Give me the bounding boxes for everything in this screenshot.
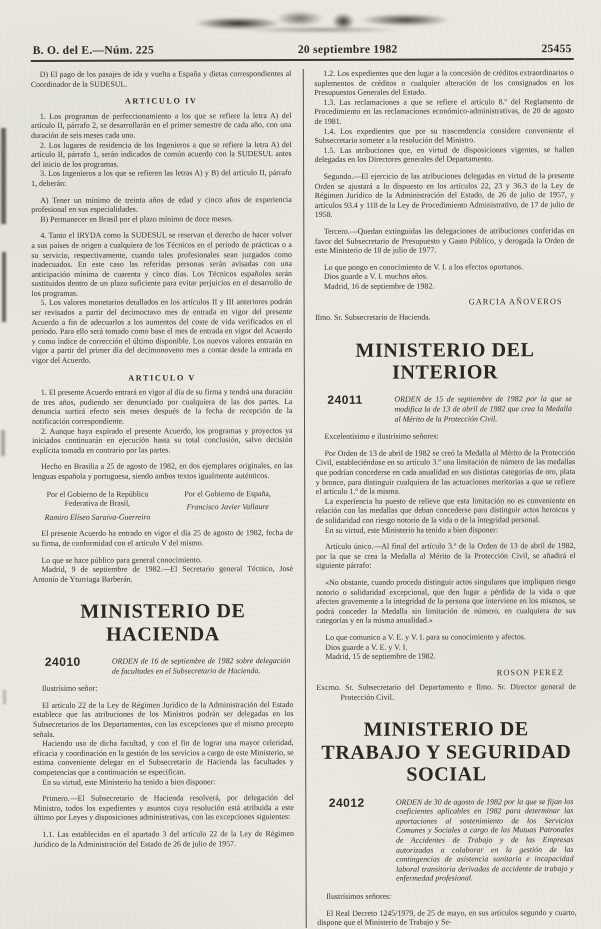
left-column xyxy=(31,69,305,929)
paragraph: El artículo 22 de la Ley de Régimen Jurídico de la Administración del Estado establece que las atribuciones de los Ministros podrán ser delegadas en los Subsecretarios de los Departamentos, con las excepciones que el mismo precepto señala. xyxy=(32,699,294,739)
paragraph: B) Permanecer en Brasil por el plazo mínimo de doce meses. xyxy=(40,213,233,224)
entry-number: 24010 xyxy=(44,654,81,669)
paragraph: 1.1. Las establecidas en el apartado 3 del artículo 22 de la Ley de Régimen Jurídico de la Administración del Estado de 26 de julio de 1957. xyxy=(33,829,294,849)
signature-name: GARCIA AÑOVEROS xyxy=(468,297,563,307)
ministry-heading: MINISTERIO DE HACIENDA xyxy=(80,600,246,646)
page-number: 25455 xyxy=(541,43,572,56)
article-heading: ARTICULO V xyxy=(128,372,196,383)
gazette-entry xyxy=(33,656,294,676)
gazette-entry xyxy=(315,394,575,424)
paragraph: Dios guarde a V. I. muchos años. xyxy=(323,271,428,282)
signature-caption: Por el Gobierno de la República Federativa de Brasil, xyxy=(46,489,149,508)
paragraph: Artículo único.—Al final del artículo 3.º de la Orden de 13 de abril de 1982, por la que se crea la Medalla al Mérito de la Protección Civil, se añadirá el siguiente párrafo: xyxy=(315,541,576,571)
signature-block xyxy=(32,489,162,522)
paragraph: Haciendo uso de dicha facultad, y con el fin de lograr una mayor celeridad, eficacia y coordinación en la gestión de los servicios a cargo de este Ministerio, se estima conveniente delegar en el Subsecretario de Hacienda las facultades y competencias que a continuación se especifican. xyxy=(33,738,294,777)
paragraph: Lo que se hace público para general conocimiento. xyxy=(41,554,202,565)
addressee-line: Excmo. Sr. Subsecretario del Departamento e Ilmo. Sr. Director general de Protección Civil. xyxy=(316,682,576,702)
paragraph: D) El pago de los pasajes de ida y vuelta a España y dietas correspondientes al Coordinador de la SUDESUL. xyxy=(30,69,292,89)
paragraph: Ilustrísimos señores: xyxy=(326,891,392,901)
paragraph: En su virtud, este Ministerio ha tenido a bien disponer: xyxy=(42,776,216,787)
signature-name: ROSON PEREZ xyxy=(496,667,564,678)
gazette-entry xyxy=(317,797,577,884)
paragraph: Hecho en Brasilia a 25 de agosto de 1982, en dos ejemplares originales, en las lenguas española y portuguesa, siendo ambos textos igualmente auténticos. xyxy=(32,461,293,481)
paragraph: Lo que pongo en conocimiento de V. I. a los efectos oportunos. xyxy=(323,261,524,272)
paragraph: 5. Los valores monetarios detallados en los artículos II y III anteriores podrán ser revisados a partir del decimoctavo mes de entrada en vigor del presente Acuerdo a fin de adecuarlos a los aumentos del coste de vida verificados en el período. Para ello será tomado como base el mes de entrada en vigor del Acuerdo y como índice de corrección el último disponible. Los nuevos valores entrarán en vigor a partir del primer día del decimonoveno mes a contar desde la entrada en vigor del Acuerdo. xyxy=(31,297,293,365)
paragraph: Madrid, 16 de septiembre de 1982. xyxy=(324,281,435,291)
paragraph: 2. Los lugares de residencia de los Ingenieros a que se refiere la letra A) del artículo II, párrafo 1, serán indicados de común acuerdo con la SUDESUL antes del inicio de los programas. xyxy=(31,139,292,169)
entry-number: 24012 xyxy=(328,795,365,810)
paragraph: A) Tener un mínimo de treinta años de edad y cinco años de experiencia profesional en sus especialidades. xyxy=(31,194,292,215)
text-columns xyxy=(31,68,577,929)
paragraph: 4. Tanto el IRYDA como la SUDESUL se reservan el derecho de hacer volver a sus países de origen a cualquiera de los Técnicos en el período de prácticas o a su servicio, respectivamente, cuando tales profesionales sean juzgados como inadecuados. En este caso las referidas personas serán avisadas con una anticipación mínima de cuarenta y cinco días. Los Técnicos españoles serán sustituidos dentro de un plazo suficiente para evitar perjuicios en el desarrollo de los programas. xyxy=(31,230,293,298)
paragraph: Segundo.—El ejercicio de las atribuciones delegadas en virtud de la presente Orden se ajustará a lo dispuesto en los artículos 22, 23 y 36.3 de la Ley de Régimen Jurídico de la Administración del Estado, de 26 de julio de 1957, y artículos 93.4 y 118 de la Ley de Procedimiento Administrativo, de 17 de julio de 1958. xyxy=(314,170,575,220)
gazette-date: 20 septiembre 1982 xyxy=(297,43,398,57)
right-column xyxy=(302,68,576,928)
paragraph: Ilustrísimo señor: xyxy=(41,683,98,694)
paragraph: Dios guarde a V. E. y V. I. xyxy=(325,642,408,652)
paragraph: Madrid, 15 de septiembre de 1982. xyxy=(325,651,436,662)
signature-block xyxy=(162,489,292,522)
paragraph: 1.5. Las atribuciones que, en virtud de disposiciones vigentes, se hallen delegadas en los Directores generales del Departamento. xyxy=(314,144,575,165)
signature-caption: Por el Gobierno de España, xyxy=(184,488,271,498)
paragraph: Tercero.—Quedan extinguidas las delegaciones de atribuciones conferidas en favor del Subsecretario de Presupuesto y Gasto Público, y derogada la Orden de este Ministerio de 18 de julio de 1977. xyxy=(314,225,575,256)
paragraph: Lo que comunico a V. E. y V. I. para su conocimiento y afectos. xyxy=(325,632,526,642)
signatory-name: Francisco Javier Vallaure xyxy=(186,502,269,512)
paragraph: 1. El presente Acuerdo entrará en vigor al día de su firma y tendrá una duración de tres años, pudiendo ser denunciado por cualquiera de las dos partes. La denuncia surtirá efecto seis meses después de la fecha de recepción de la notificación correspondiente. xyxy=(31,387,293,426)
paragraph: Excelentísimo e ilustrísimo señores: xyxy=(324,431,439,442)
paragraph: 1. Los programas de perfeccionamiento a los que se refiere la letra A) del artículo II, párrafo 2, se desarrollarán en el primer semestre de cada año, con una duración de seis meses cada uno. xyxy=(30,110,292,140)
paragraph: El Real Decreto 1245/1979, de 25 de mayo, en sus artículos segundo y cuarto, dispone que el Ministerio de Trabajo y Se- xyxy=(317,907,577,928)
paragraph: Por Orden de 13 de abril de 1982 se creó la Medalla al Mérito de la Protección Civil, estableciéndose en su artículo 3.º una limitación de número de las medallas que podrían concederse en cada anualidad en sus distintas categorías de oro, plata y bronce, para distinguir cualquiera de las actuaciones meritorias a que se refiere el artículo 1.º de la misma. xyxy=(315,447,576,497)
entry-summary: ORDEN de 15 de septiembre de 1982 por la que se modifica la de 13 de abril de 1982 que crea la Medalla al Mérito de la Protección Civil. xyxy=(394,394,572,424)
addressee-line: Ilmo. Sr. Subsecretario de Hacienda. xyxy=(315,312,431,323)
paragraph: 3. Los Ingenieros a los que se refieren las letras A) y B) del artículo II, párrafo 1, deberán: xyxy=(31,168,292,188)
paragraph: 1.2. Los expedientes que den lugar a la concesión de créditos extraordinarios o suplementos de créditos o cualquier alteración de los consignados en los Presupuestos Generales del Estado. xyxy=(314,68,574,98)
ministry-heading: MINISTERIO DEL INTERIOR xyxy=(355,338,535,384)
paragraph: 1.4. Los expedientes que por su trascendencia considere conveniente el Subsecretario someter a la resolución del Ministro. xyxy=(314,125,574,146)
masthead xyxy=(31,43,574,57)
article-heading: ARTICULO IV xyxy=(124,96,198,106)
entry-summary: ORDEN de 16 de septiembre de 1982 sobre delegación de facultades en el Subsecretario de Hacienda. xyxy=(111,656,291,676)
paragraph: «No obstante, cuando proceda distinguir actos singulares que impliquen riesgo notorio o solidaridad excepcional, que den lugar a pérdida de la vida o que afecten gravemente a la integridad de la persona que interviene en los mismos, se podrá conceder la Medalla sin limitación de número, en cualquiera de sus categorías y en la misma anualidad.» xyxy=(316,576,576,626)
ministry-heading: MINISTERIO DE TRABAJO Y SEGURIDAD SOCIAL xyxy=(321,718,572,786)
entry-summary: ORDEN de 30 de agosto de 1982 por la que se fijan los coeficientes aplicables en 1982 para determinar las aportaciones al sostenimiento de los Servicios Comunes y Sociales a cargo de las Mutuas Patronales de Accidentes de Trabajo y de las Empresas autorizadas a colaborar en la gestión de las contingencias de asistencia sanitaria e incapacidad laboral transitoria derivadas de accidente de trabajo y enfermedad profesional. xyxy=(395,796,574,884)
paragraph: Primero.—El Subsecretario de Hacienda resolverá, por delegación del Ministro, todos los expedientes y asuntos cuya resolución está atribuida a este último por Leyes y disposiciones administrativas, con las excepciones siguientes: xyxy=(33,793,294,823)
paragraph: 1.3. Las reclamaciones a que se refiere el artículo 8.º del Reglamento de Procedimiento en las reclamaciones económico-administrativas, de 20 de agosto de 1981. xyxy=(314,96,574,126)
paragraph: El presente Acuerdo ha entrado en vigor el día 25 de agosto de 1982, fecha de su firma, de conformidad con el artículo V del mismo. xyxy=(32,528,293,548)
entry-number: 24011 xyxy=(327,393,363,408)
masthead-rule xyxy=(31,58,574,62)
paragraph: En su virtud, este Ministerio ha tenido a bien disponer: xyxy=(324,524,499,535)
signatory-name: Ramiro Elíseo Saraiva-Guerreiro xyxy=(44,512,151,522)
signature-row xyxy=(32,489,293,523)
gazette-issue-label: B. O. del E.—Núm. 225 xyxy=(32,44,155,57)
paragraph: Madrid, 9 de septiembre de 1982.—El Secretario general Técnico, José Antonio de Yturriaga Barberán. xyxy=(32,564,294,584)
paragraph: La experiencia ha puesto de relieve que esta limitación no es conveniente en relación con las medallas que deban concederse para distinguir actos heroicos y de solidaridad con riesgo notorio de la vida o de la integridad personal. xyxy=(315,495,576,525)
paragraph: 2. Aunque haya expirado el presente Acuerdo, los programas y proyectos ya iniciados continuarán en ejecución hasta su total conclusión, salvo decisión explícita tomada en contrario por las partes. xyxy=(32,425,293,455)
